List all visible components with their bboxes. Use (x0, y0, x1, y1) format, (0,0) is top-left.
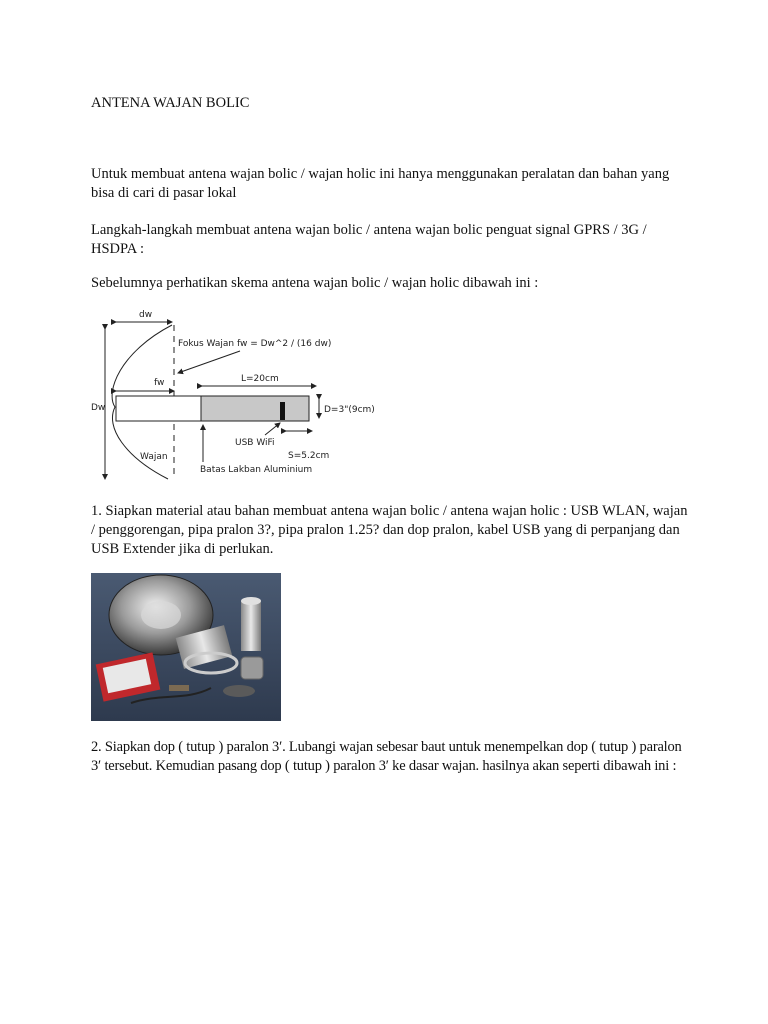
label-wajan: Wajan (140, 452, 168, 462)
label-usb: USB WiFi (235, 438, 275, 448)
step-1-paragraph: 1. Siapkan material atau bahan membuat antena wajan bolic / antena wajan holic : USB WLAN, wajan / penggorengan, pipa pralon 3?, pipa pralon 1.25? dan dop pralon, kabel USB yang di perpanjang dan USB Extender jika di perlukan. (91, 503, 688, 557)
steps-intro-paragraph: Langkah-langkah membuat antena wajan bolic / antena wajan bolic penguat signal GPRS / 3G / HSDPA : (91, 222, 647, 257)
document-title: ANTENA WAJAN BOLIC (91, 95, 250, 111)
label-length: L=20cm (241, 374, 279, 384)
label-diameter: D=3"(9cm) (324, 405, 375, 415)
usb-pointer (265, 423, 280, 435)
schema-intro-paragraph: Sebelumnya perhatikan skema antena wajan bolic / wajan holic dibawah ini : (91, 275, 539, 291)
label-focus: Fokus Wajan fw = Dw^2 / (16 dw) (178, 339, 332, 349)
antenna-schema-diagram (90, 307, 390, 482)
label-spacing: S=5.2cm (288, 451, 330, 461)
usb-wifi-block (280, 402, 285, 420)
pipe-white-section (116, 396, 201, 421)
pipe-aluminium-section (201, 396, 309, 421)
wajan-materials-photo (91, 573, 281, 721)
label-batas: Batas Lakban Aluminium (200, 465, 313, 475)
intro-paragraph: Untuk membuat antena wajan bolic / wajan holic ini hanya menggunakan peralatan dan bahan yang bisa di cari di pasar lokal (91, 166, 670, 201)
focus-pointer (178, 351, 240, 373)
step-2-paragraph: 2. Siapkan dop ( tutup ) paralon 3′. Lubangi wajan sebesar baut untuk menempelkan dop ( tutup ) paralon 3′ tersebut. Kemudian pasang dop ( tutup ) paralon 3′ ke dasar wajan. hasilnya akan seperti dibawah ini : (91, 739, 682, 774)
label-dw: dw (139, 310, 153, 320)
label-fw: fw (154, 378, 165, 388)
label-Dw: Dw (91, 403, 106, 413)
